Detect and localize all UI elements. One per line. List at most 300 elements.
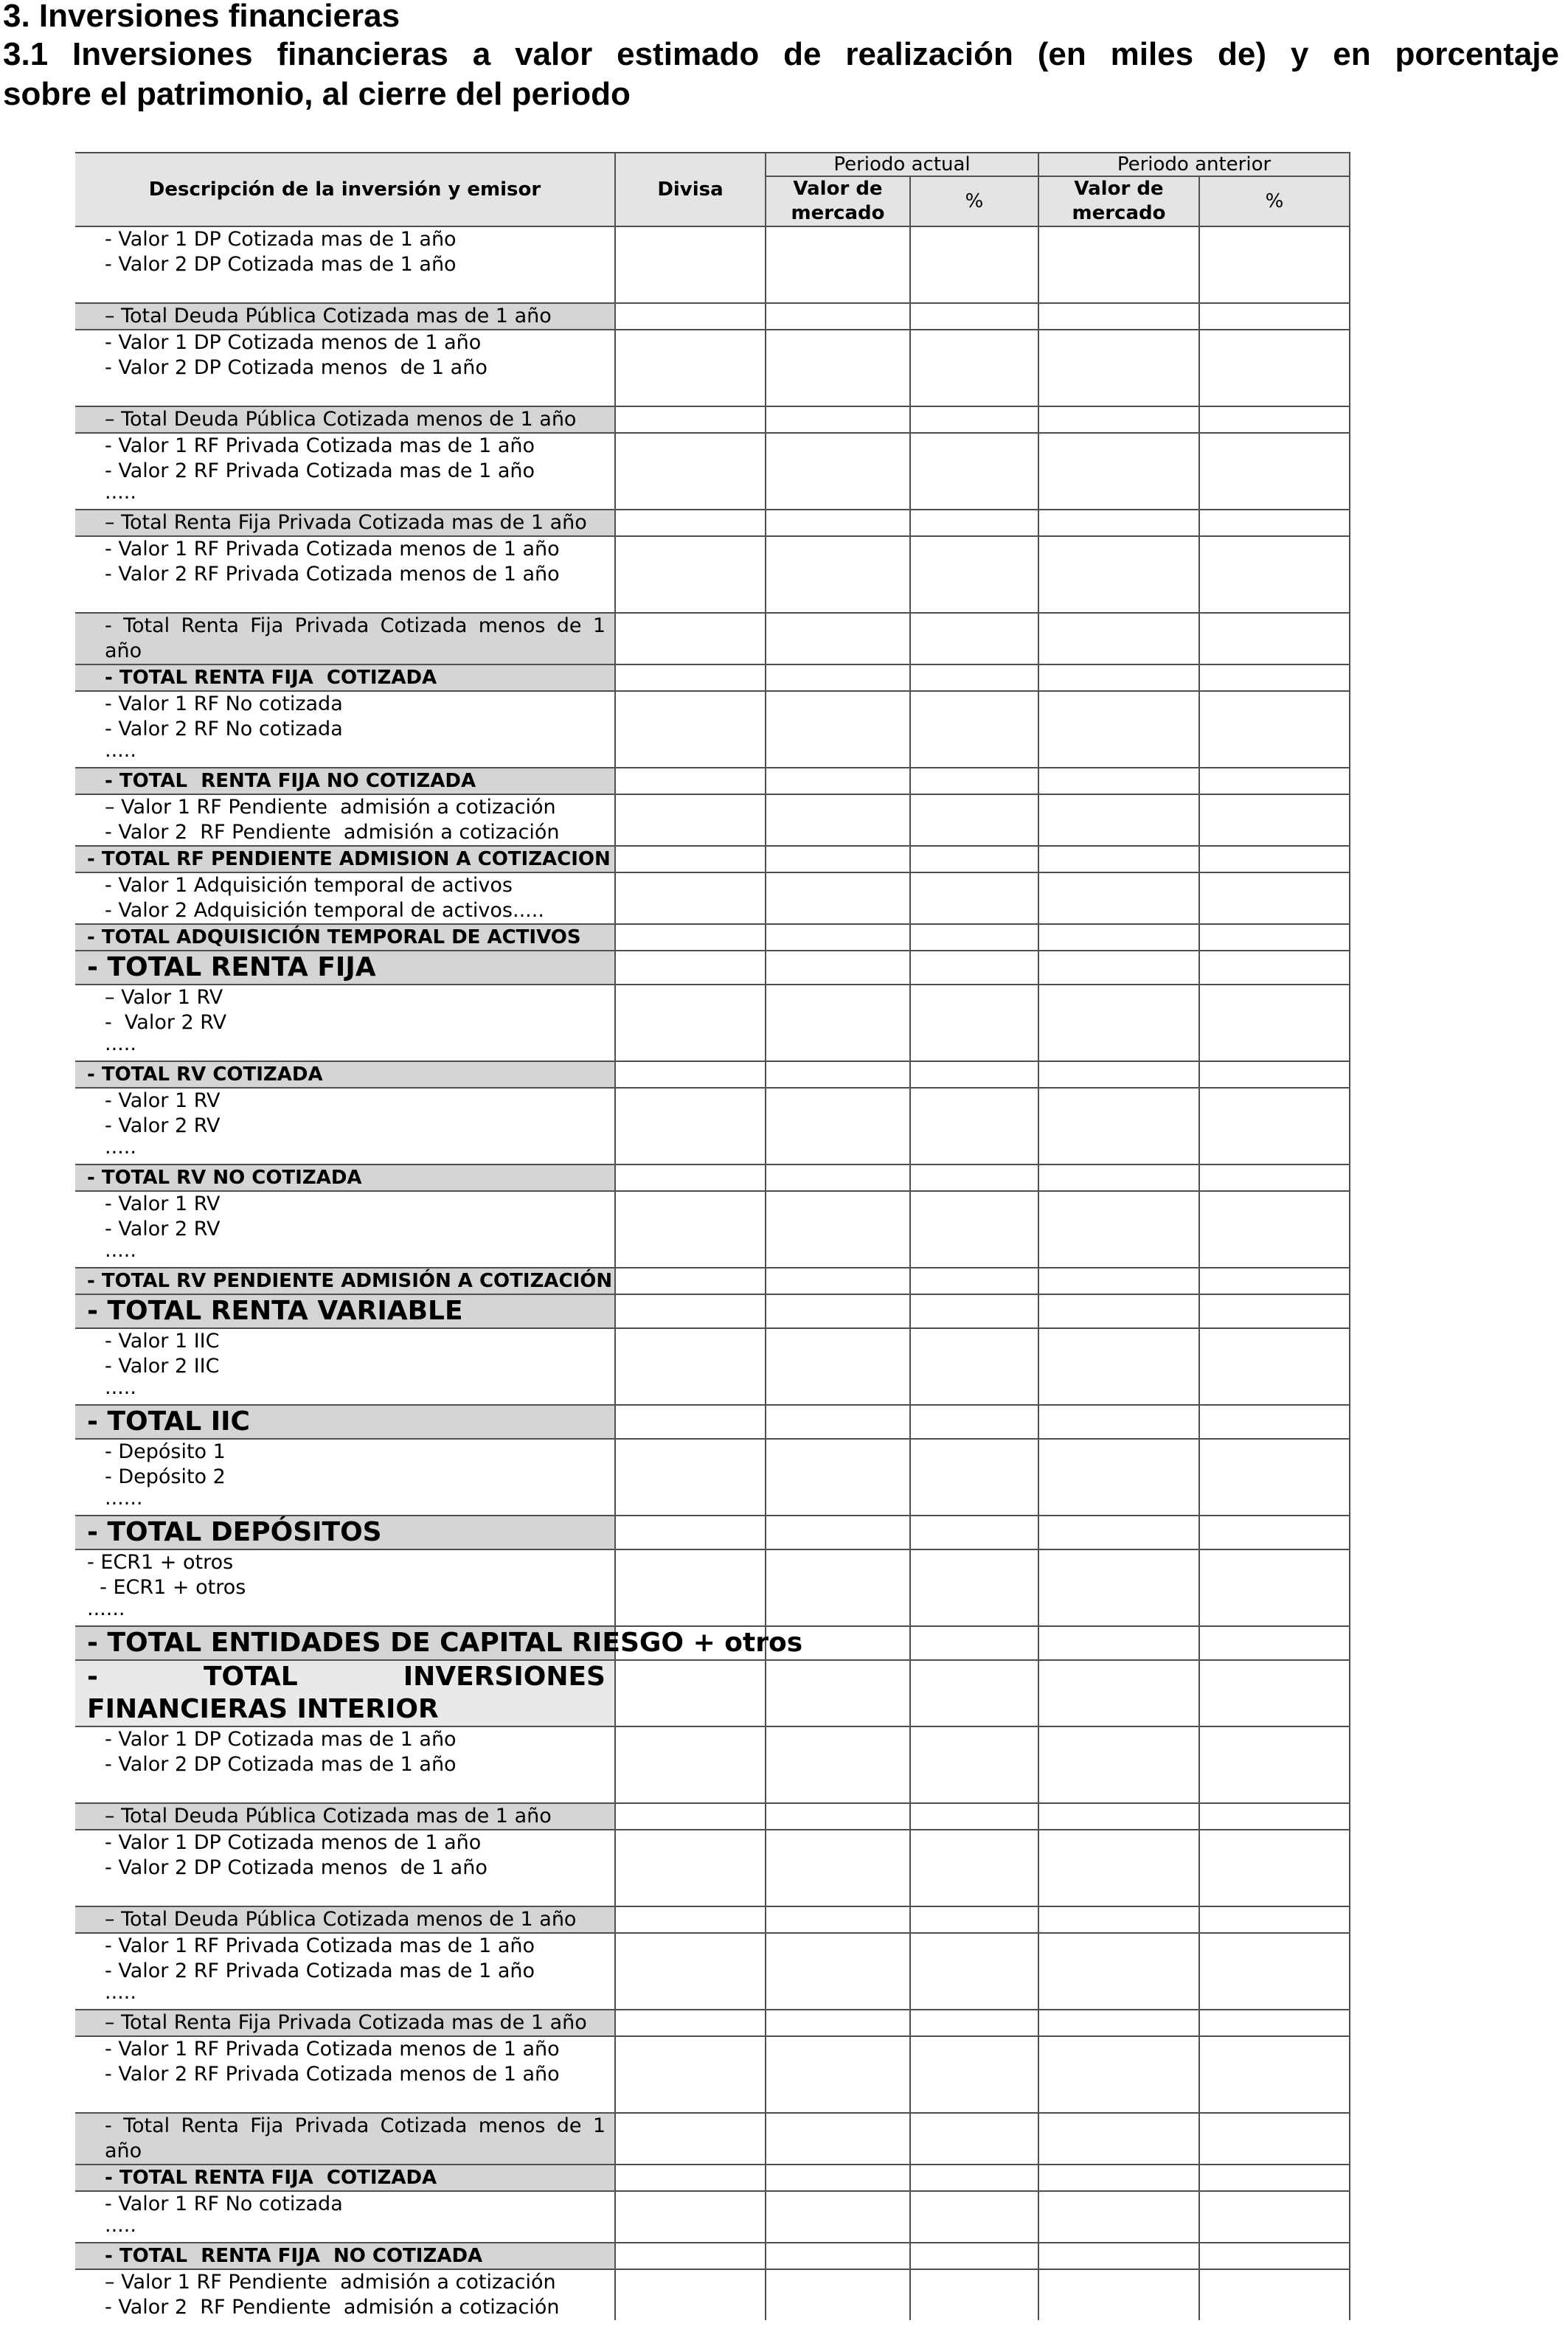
row-spacer xyxy=(105,381,606,406)
line-item: - Valor 1 RV xyxy=(105,1089,221,1112)
previous-value-cell xyxy=(1038,1088,1199,1164)
currency-cell xyxy=(615,664,766,691)
total-label: – Total Deuda Pública Cotizada menos de 1 año xyxy=(105,1908,577,1931)
previous-value-cell xyxy=(1038,1549,1199,1626)
previous-percent-cell xyxy=(1199,2191,1350,2243)
current-value-cell xyxy=(766,2036,910,2113)
current-value-cell xyxy=(766,691,910,768)
line-item: - Valor 2 RF Pendiente admisión a cotización xyxy=(105,2296,560,2319)
header-previous-period: Periodo anterior xyxy=(1038,153,1350,176)
current-percent-cell xyxy=(910,768,1038,794)
total-description xyxy=(75,951,615,985)
currency-cell xyxy=(615,2010,766,2036)
continuation-dots: ...... xyxy=(87,1597,125,1620)
currency-cell xyxy=(615,1061,766,1088)
currency-cell xyxy=(615,951,766,985)
previous-value-cell xyxy=(1038,330,1199,406)
current-value-cell xyxy=(766,613,910,664)
previous-value-cell xyxy=(1038,406,1199,433)
previous-value-cell xyxy=(1038,985,1199,1061)
currency-cell xyxy=(615,924,766,951)
current-value-cell xyxy=(766,303,910,330)
detail-row xyxy=(75,2036,1350,2113)
total-row xyxy=(75,924,1350,951)
previous-value-cell xyxy=(1038,2165,1199,2191)
currency-cell xyxy=(615,1726,766,1803)
line-item: - Valor 1 RF Privada Cotizada menos de 1 año xyxy=(105,538,560,560)
current-percent-cell xyxy=(910,1088,1038,1164)
total-label: - Total Renta Fija Privada Cotizada menos de 1 año xyxy=(105,614,606,662)
total-description xyxy=(75,406,615,433)
previous-percent-cell xyxy=(1199,536,1350,613)
previous-percent-cell xyxy=(1199,1328,1350,1405)
total-description xyxy=(75,846,615,872)
total-description xyxy=(75,303,615,330)
current-percent-cell xyxy=(910,1164,1038,1191)
currency-cell xyxy=(615,1830,766,1906)
currency-cell xyxy=(615,2036,766,2113)
total-description xyxy=(75,2165,615,2191)
total-description xyxy=(75,1626,803,1660)
total-row xyxy=(75,768,1350,794)
detail-row xyxy=(75,330,1350,406)
detail-row xyxy=(75,1328,1350,1405)
current-percent-cell xyxy=(910,613,1038,664)
current-value-cell xyxy=(766,2165,910,2191)
previous-value-cell xyxy=(1038,1516,1199,1549)
previous-percent-cell xyxy=(1199,1516,1350,1549)
line-item: - Valor 1 DP Cotizada menos de 1 año xyxy=(105,1831,482,1854)
previous-value-cell xyxy=(1038,1726,1199,1803)
row-spacer xyxy=(105,587,606,612)
previous-value-cell xyxy=(1038,846,1199,872)
line-item: - Depósito 2 xyxy=(105,1465,226,1488)
previous-percent-cell xyxy=(1199,1549,1350,1626)
previous-percent-cell xyxy=(1199,2113,1350,2165)
previous-value-cell xyxy=(1038,303,1199,330)
previous-value-cell xyxy=(1038,1294,1199,1328)
detail-row xyxy=(75,1439,1350,1516)
current-percent-cell xyxy=(910,2036,1038,2113)
header-previous-market-value xyxy=(1038,176,1199,226)
line-item: - Valor 2 RV xyxy=(105,1011,227,1034)
detail-row xyxy=(75,985,1350,1061)
line-item: – Valor 1 RV xyxy=(105,986,223,1009)
current-percent-cell xyxy=(910,1549,1038,1626)
current-value-cell xyxy=(766,1268,910,1294)
line-item: - Valor 1 Adquisición temporal de activos xyxy=(105,874,513,897)
current-percent-cell xyxy=(910,1626,1038,1660)
detail-description xyxy=(75,985,615,1061)
currency-cell xyxy=(615,1906,766,1933)
currency-cell xyxy=(615,1405,766,1439)
current-value-cell xyxy=(766,1830,910,1906)
previous-percent-cell xyxy=(1199,510,1350,536)
currency-cell xyxy=(615,1803,766,1830)
detail-description xyxy=(75,1439,615,1516)
currency-cell xyxy=(615,330,766,406)
line-item: - ECR1 + otros xyxy=(87,1551,234,1574)
row-spacer xyxy=(105,1881,606,1906)
current-value-cell xyxy=(766,433,910,510)
previous-percent-cell xyxy=(1199,330,1350,406)
previous-percent-cell xyxy=(1199,664,1350,691)
previous-percent-cell xyxy=(1199,768,1350,794)
previous-percent-cell xyxy=(1199,1803,1350,1830)
previous-value-cell xyxy=(1038,1164,1199,1191)
previous-percent-cell xyxy=(1199,1294,1350,1328)
detail-row xyxy=(75,226,1350,303)
previous-value-cell xyxy=(1038,1660,1199,1726)
header-description: Descripción de la inversión y emisor xyxy=(75,153,615,226)
detail-row xyxy=(75,2191,1350,2243)
total-row xyxy=(75,2165,1350,2191)
continuation-dots: ..... xyxy=(105,1136,136,1159)
current-value-cell xyxy=(766,1516,910,1549)
header-current-market-value xyxy=(766,176,910,226)
previous-percent-cell xyxy=(1199,433,1350,510)
currency-cell xyxy=(615,846,766,872)
previous-percent-cell xyxy=(1199,1830,1350,1906)
previous-value-cell xyxy=(1038,951,1199,985)
total-row xyxy=(75,1906,1350,1933)
previous-value-cell xyxy=(1038,2113,1199,2165)
previous-percent-cell xyxy=(1199,924,1350,951)
current-value-cell xyxy=(766,1191,910,1268)
current-percent-cell xyxy=(910,226,1038,303)
line-item: - Valor 1 RF No cotizada xyxy=(105,2193,343,2215)
detail-description xyxy=(75,1830,615,1906)
current-percent-cell xyxy=(910,1803,1038,1830)
current-value-cell xyxy=(766,1439,910,1516)
current-value-cell xyxy=(766,1660,910,1726)
line-item: - Valor 2 RF No cotizada xyxy=(105,718,343,740)
current-percent-cell xyxy=(910,1439,1038,1516)
total-label: - TOTAL DEPÓSITOS xyxy=(87,1517,382,1547)
current-percent-cell xyxy=(910,303,1038,330)
current-value-cell xyxy=(766,1164,910,1191)
currency-cell xyxy=(615,985,766,1061)
detail-description xyxy=(75,1088,615,1164)
currency-cell xyxy=(615,768,766,794)
previous-value-cell xyxy=(1038,1191,1199,1268)
total-description xyxy=(75,1516,615,1549)
previous-percent-cell xyxy=(1199,1088,1350,1164)
current-percent-cell xyxy=(910,1328,1038,1405)
total-label: - TOTAL RENTA FIJA COTIZADA xyxy=(105,2167,437,2189)
detail-description xyxy=(75,2191,615,2243)
current-percent-cell xyxy=(910,1191,1038,1268)
detail-row xyxy=(75,1191,1350,1268)
detail-row xyxy=(75,1933,1350,2010)
continuation-dots: ..... xyxy=(105,1981,136,2004)
previous-percent-cell xyxy=(1199,613,1350,664)
total-row xyxy=(75,510,1350,536)
previous-percent-cell xyxy=(1199,1726,1350,1803)
header-current-period: Periodo actual xyxy=(766,153,1038,176)
currency-cell xyxy=(615,536,766,613)
total-label: - TOTAL RF PENDIENTE ADMISION A COTIZACION xyxy=(87,848,611,870)
total-label: - TOTAL RENTA FIJA NO COTIZADA xyxy=(105,770,476,792)
detail-row xyxy=(75,433,1350,510)
previous-value-cell xyxy=(1038,1933,1199,2010)
detail-description xyxy=(75,691,615,768)
previous-percent-cell xyxy=(1199,2165,1350,2191)
detail-description xyxy=(75,433,615,510)
previous-value-cell xyxy=(1038,2243,1199,2269)
currency-cell xyxy=(615,2113,766,2165)
current-value-cell xyxy=(766,768,910,794)
detail-row xyxy=(75,1088,1350,1164)
currency-cell xyxy=(615,2191,766,2243)
market-value-label-line1: Valor de xyxy=(1074,178,1164,200)
line-item: - Valor 2 RV xyxy=(105,1114,221,1137)
current-value-cell xyxy=(766,1803,910,1830)
header-row-1 xyxy=(75,153,1350,176)
current-percent-cell xyxy=(910,330,1038,406)
current-value-cell xyxy=(766,1088,910,1164)
market-value-label-line2: mercado xyxy=(791,202,885,224)
currency-cell xyxy=(615,794,766,846)
current-percent-cell xyxy=(910,536,1038,613)
total-description xyxy=(75,664,615,691)
current-percent-cell xyxy=(910,2010,1038,2036)
previous-value-cell xyxy=(1038,1803,1199,1830)
currency-cell xyxy=(615,1549,766,1626)
previous-percent-cell xyxy=(1199,1268,1350,1294)
section-heading: 3. Inversiones financieras xyxy=(3,0,400,34)
line-item: - Valor 2 DP Cotizada menos de 1 año xyxy=(105,356,488,379)
current-percent-cell xyxy=(910,985,1038,1061)
currency-cell xyxy=(615,2269,766,2320)
currency-cell xyxy=(615,872,766,924)
total-label: - TOTAL ENTIDADES DE CAPITAL RIESGO + otros xyxy=(87,1628,803,1658)
current-value-cell xyxy=(766,924,910,951)
continuation-dots: ...... xyxy=(105,1487,143,1510)
current-percent-cell xyxy=(910,846,1038,872)
current-value-cell xyxy=(766,2191,910,2243)
total-row xyxy=(75,846,1350,872)
previous-value-cell xyxy=(1038,1626,1199,1660)
total-description xyxy=(75,1803,615,1830)
line-item: - Valor 2 DP Cotizada mas de 1 año xyxy=(105,1753,457,1776)
previous-percent-cell xyxy=(1199,1061,1350,1088)
row-spacer xyxy=(105,2087,606,2112)
current-percent-cell xyxy=(910,510,1038,536)
current-value-cell xyxy=(766,872,910,924)
currency-cell xyxy=(615,1328,766,1405)
continuation-dots: ..... xyxy=(105,739,136,762)
total-row xyxy=(75,2113,1350,2165)
line-item: - Valor 1 DP Cotizada mas de 1 año xyxy=(105,1728,457,1751)
total-row xyxy=(75,1061,1350,1088)
current-percent-cell xyxy=(910,1268,1038,1294)
current-percent-cell xyxy=(910,1660,1038,1726)
line-item: - Valor 2 RF Privada Cotizada mas de 1 año xyxy=(105,459,535,482)
line-item: - Valor 1 RF Privada Cotizada menos de 1 año xyxy=(105,2038,560,2061)
previous-value-cell xyxy=(1038,536,1199,613)
total-description xyxy=(75,2243,615,2269)
total-label: - Total Renta Fija Privada Cotizada menos de 1 año xyxy=(105,2114,606,2162)
detail-description xyxy=(75,226,615,303)
current-percent-cell xyxy=(910,872,1038,924)
continuation-dots: ..... xyxy=(105,481,136,504)
current-percent-cell xyxy=(910,2243,1038,2269)
total-row xyxy=(75,406,1350,433)
detail-row xyxy=(75,2269,1350,2320)
total-description xyxy=(75,1294,615,1328)
current-value-cell xyxy=(766,1328,910,1405)
total-label: - TOTAL ADQUISICIÓN TEMPORAL DE ACTIVOS xyxy=(87,926,581,948)
total-row xyxy=(75,2010,1350,2036)
previous-percent-cell xyxy=(1199,846,1350,872)
previous-percent-cell xyxy=(1199,691,1350,768)
continuation-dots: ..... xyxy=(105,1376,136,1399)
detail-description xyxy=(75,1328,615,1405)
currency-cell xyxy=(615,691,766,768)
detail-description xyxy=(75,2036,615,2113)
current-value-cell xyxy=(766,1294,910,1328)
previous-value-cell xyxy=(1038,872,1199,924)
previous-percent-cell xyxy=(1199,1405,1350,1439)
header-previous-percent: % xyxy=(1199,176,1350,226)
header-currency: Divisa xyxy=(615,153,766,226)
current-percent-cell xyxy=(910,1830,1038,1906)
current-percent-cell xyxy=(910,1405,1038,1439)
current-value-cell xyxy=(766,2269,910,2320)
total-row xyxy=(75,1405,1350,1439)
market-value-label-line1: Valor de xyxy=(793,178,883,200)
previous-value-cell xyxy=(1038,510,1199,536)
currency-cell xyxy=(615,2243,766,2269)
current-value-cell xyxy=(766,1061,910,1088)
total-label: – Total Deuda Pública Cotizada menos de 1 año xyxy=(105,408,577,431)
total-label: - TOTAL RENTA FIJA NO COTIZADA xyxy=(105,2245,483,2267)
line-item: - Valor 1 RV xyxy=(105,1193,221,1215)
current-percent-cell xyxy=(910,1906,1038,1933)
market-value-label-line2: mercado xyxy=(1072,202,1166,224)
previous-value-cell xyxy=(1038,1328,1199,1405)
line-item: - Valor 1 DP Cotizada mas de 1 año xyxy=(105,228,457,251)
line-item: - Valor 2 RF Pendiente admisión a cotización xyxy=(105,821,560,844)
previous-value-cell xyxy=(1038,433,1199,510)
continuation-dots: ..... xyxy=(105,1032,136,1055)
total-row xyxy=(75,2243,1350,2269)
current-percent-cell xyxy=(910,2191,1038,2243)
total-description xyxy=(75,1660,615,1726)
detail-description xyxy=(75,2269,615,2320)
line-item: – Valor 1 RF Pendiente admisión a cotización xyxy=(105,2271,556,2294)
line-item: - Valor 1 IIC xyxy=(105,1330,220,1353)
currency-cell xyxy=(615,406,766,433)
currency-cell xyxy=(615,1439,766,1516)
total-description xyxy=(75,924,615,951)
total-row xyxy=(75,1516,1350,1549)
previous-value-cell xyxy=(1038,2269,1199,2320)
previous-percent-cell xyxy=(1199,2010,1350,2036)
previous-percent-cell xyxy=(1199,872,1350,924)
currency-cell xyxy=(615,303,766,330)
current-value-cell xyxy=(766,846,910,872)
total-description xyxy=(75,1268,615,1294)
row-spacer xyxy=(105,277,606,302)
previous-value-cell xyxy=(1038,1830,1199,1906)
line-item: - Valor 1 RF Privada Cotizada mas de 1 año xyxy=(105,1934,535,1957)
total-label: - TOTAL RENTA FIJA xyxy=(87,952,376,982)
current-value-cell xyxy=(766,510,910,536)
total-label: - TOTAL RV NO COTIZADA xyxy=(87,1167,362,1189)
previous-percent-cell xyxy=(1199,1906,1350,1933)
currency-cell xyxy=(615,1933,766,2010)
current-value-cell xyxy=(766,226,910,303)
total-description xyxy=(75,2113,615,2165)
total-row xyxy=(75,664,1350,691)
total-row xyxy=(75,613,1350,664)
detail-row xyxy=(75,1549,1350,1626)
previous-value-cell xyxy=(1038,1906,1199,1933)
line-item: - Valor 2 RF Privada Cotizada menos de 1 año xyxy=(105,2063,560,2086)
currency-cell xyxy=(615,510,766,536)
total-description xyxy=(75,613,615,664)
total-row xyxy=(75,1294,1350,1328)
total-label: - TOTAL RV COTIZADA xyxy=(87,1063,323,1086)
line-item: – Valor 1 RF Pendiente admisión a cotización xyxy=(105,796,556,819)
total-row xyxy=(75,1803,1350,1830)
current-percent-cell xyxy=(910,1516,1038,1549)
total-description xyxy=(75,1061,615,1088)
previous-percent-cell xyxy=(1199,2036,1350,2113)
previous-percent-cell xyxy=(1199,406,1350,433)
detail-row xyxy=(75,1726,1350,1803)
previous-percent-cell xyxy=(1199,226,1350,303)
total-label: - TOTAL RENTA VARIABLE xyxy=(87,1296,463,1326)
line-item: - Valor 1 RF Privada Cotizada mas de 1 año xyxy=(105,434,535,457)
current-percent-cell xyxy=(910,406,1038,433)
current-value-cell xyxy=(766,951,910,985)
previous-value-cell xyxy=(1038,664,1199,691)
current-value-cell xyxy=(766,536,910,613)
current-value-cell xyxy=(766,794,910,846)
currency-cell xyxy=(615,1164,766,1191)
currency-cell xyxy=(615,1268,766,1294)
total-label: – Total Deuda Pública Cotizada mas de 1 año xyxy=(105,1805,552,1827)
total-label: – Total Renta Fija Privada Cotizada mas de 1 año xyxy=(105,2011,587,2034)
investments-table xyxy=(75,152,1350,2320)
previous-value-cell xyxy=(1038,2010,1199,2036)
previous-percent-cell xyxy=(1199,1191,1350,1268)
total-label: - TOTAL INVERSIONES FINANCIERAS INTERIOR xyxy=(87,1662,606,1724)
line-item: - Depósito 1 xyxy=(105,1440,226,1463)
line-item: - Valor 2 DP Cotizada mas de 1 año xyxy=(105,253,457,276)
line-item: - Valor 2 Adquisición temporal de activos..... xyxy=(105,899,544,922)
total-description xyxy=(75,768,615,794)
previous-percent-cell xyxy=(1199,2243,1350,2269)
currency-cell xyxy=(615,1294,766,1328)
previous-value-cell xyxy=(1038,924,1199,951)
previous-percent-cell xyxy=(1199,1626,1350,1660)
line-item: - Valor 2 RF Privada Cotizada menos de 1 año xyxy=(105,563,560,586)
current-percent-cell xyxy=(910,1061,1038,1088)
previous-value-cell xyxy=(1038,1061,1199,1088)
previous-value-cell xyxy=(1038,2036,1199,2113)
current-percent-cell xyxy=(910,1933,1038,2010)
line-item: - Valor 1 RF No cotizada xyxy=(105,693,343,715)
current-percent-cell xyxy=(910,1726,1038,1803)
current-value-cell xyxy=(766,985,910,1061)
line-item: - Valor 2 RF Privada Cotizada mas de 1 año xyxy=(105,1960,535,1982)
total-label: – Total Renta Fija Privada Cotizada mas de 1 año xyxy=(105,511,587,534)
currency-cell xyxy=(615,613,766,664)
